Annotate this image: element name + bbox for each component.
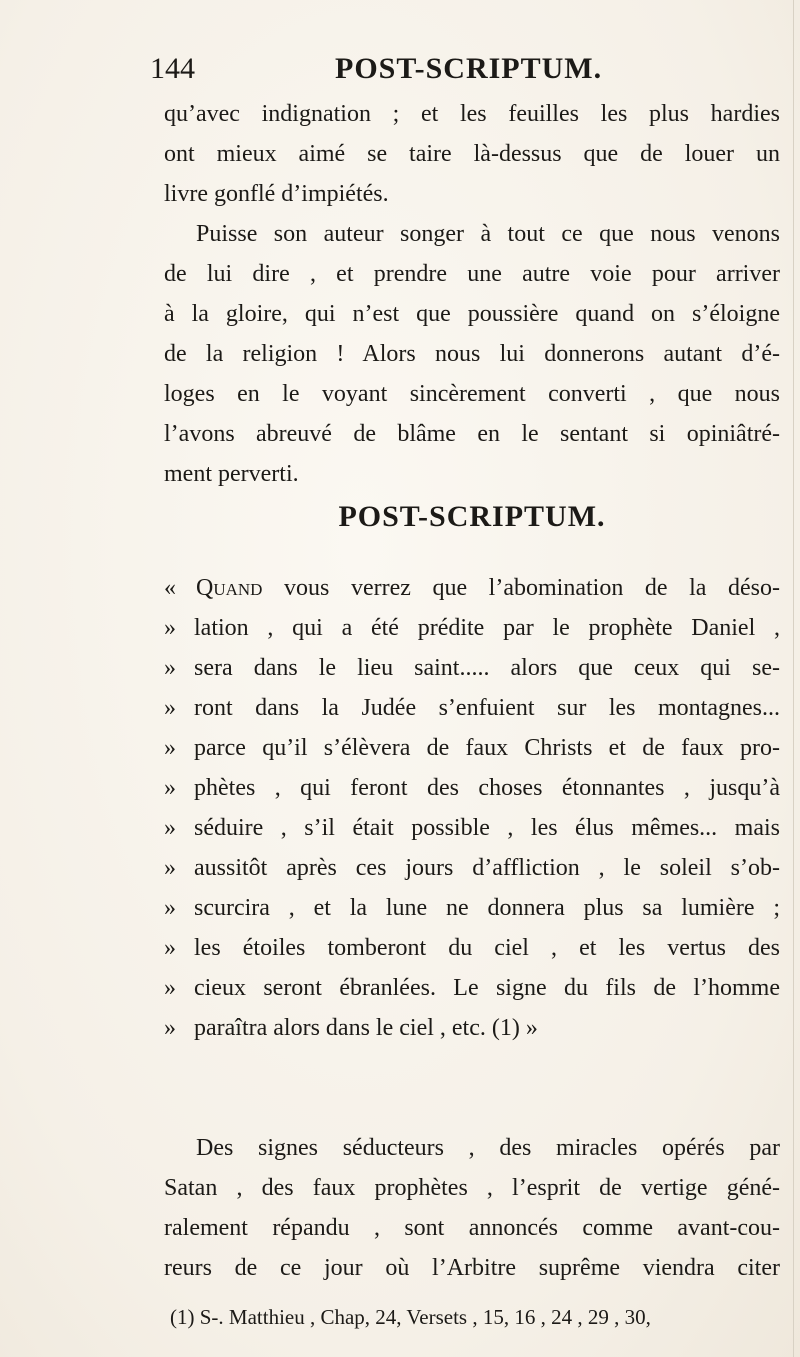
quote-line xyxy=(164,808,780,848)
quote-mark: » xyxy=(164,855,176,881)
quote-text: les étoiles tomberont du ciel , et les vertus des xyxy=(194,935,780,961)
quote-mark: » xyxy=(164,735,176,761)
text-line: Satan , des faux prophètes , l’esprit de vertige géné- xyxy=(164,1175,780,1201)
paragraph-1 xyxy=(164,94,780,214)
drop-initial: Q xyxy=(196,575,214,601)
quote-mark: « xyxy=(164,575,176,601)
small-caps-word: uand xyxy=(213,575,263,601)
quote-line xyxy=(164,888,780,928)
quote-mark: » xyxy=(164,935,176,961)
text-line: reurs de ce jour où l’Arbitre suprême viendra citer xyxy=(164,1255,780,1281)
page-edge xyxy=(793,0,794,1357)
quote-line xyxy=(164,1008,780,1048)
quote-text: aussitôt après ces jours d’affliction , le soleil s’ob- xyxy=(194,855,780,881)
text-line: ralement répandu , sont annoncés comme avant-cou- xyxy=(164,1215,780,1241)
quote-mark: » xyxy=(164,895,176,921)
quote-line xyxy=(164,968,780,1008)
quote-line xyxy=(164,568,780,608)
quote-line xyxy=(164,848,780,888)
text-line: ont mieux aimé se taire là-dessus que de louer un xyxy=(164,141,780,167)
quote-line xyxy=(164,648,780,688)
quote-line xyxy=(164,608,780,648)
paragraph-3 xyxy=(164,1128,780,1288)
quote-mark: » xyxy=(164,695,176,721)
quote-line xyxy=(164,928,780,968)
text-line: ment perverti. xyxy=(164,461,299,487)
paragraph-2 xyxy=(164,214,780,494)
text-line: à la gloire, qui n’est que poussière quand on s’éloigne xyxy=(164,301,780,327)
section-title: POST-SCRIPTUM. xyxy=(338,500,606,533)
footnote: (1) S-. Matthieu , Chap, 24, Versets , 15, 16 , 24 , 29 , 30, xyxy=(170,1305,651,1329)
text-line: loges en le voyant sincèrement converti , que nous xyxy=(164,381,780,407)
quote-text: sera dans le lieu saint..... alors que ceux qui se- xyxy=(194,655,780,681)
quote-first-line-rest: vous verrez que l’abomination de la déso- xyxy=(262,575,780,601)
quote-mark: » xyxy=(164,1015,176,1041)
text-line: de la religion ! Alors nous lui donnerons autant d’é- xyxy=(164,341,780,367)
quote-text: lation , qui a été prédite par le prophète Daniel , xyxy=(194,615,780,641)
quote-mark: » xyxy=(164,975,176,1001)
text-line: qu’avec indignation ; et les feuilles les plus hardies xyxy=(164,101,780,127)
quote-text: parce qu’il s’élèvera de faux Christs et de faux pro- xyxy=(194,735,780,761)
quote-line xyxy=(164,768,780,808)
quote-mark: » xyxy=(164,775,176,801)
page-header xyxy=(150,52,800,92)
scripture-quote xyxy=(164,568,780,1048)
quote-text: ront dans la Judée s’enfuient sur les montagnes... xyxy=(194,695,780,721)
quote-text: séduire , s’il était possible , les élus mêmes... mais xyxy=(194,815,780,841)
page-number: 144 xyxy=(150,52,195,85)
quote-text: cieux seront ébranlées. Le signe du fils de l’homme xyxy=(194,975,780,1001)
text-line: Puisse son auteur songer à tout ce que nous venons xyxy=(196,221,780,247)
quote-text xyxy=(172,568,780,608)
running-head: POST-SCRIPTUM. xyxy=(335,52,603,85)
text-line: l’avons abreuvé de blâme en le sentant si opiniâtré- xyxy=(164,421,780,447)
text-line: Des signes séducteurs , des miracles opérés par xyxy=(196,1135,780,1161)
quote-line xyxy=(164,688,780,728)
quote-mark: » xyxy=(164,615,176,641)
text-line: de lui dire , et prendre une autre voie pour arriver xyxy=(164,261,780,287)
quote-text: scurcira , et la lune ne donnera plus sa lumière ; xyxy=(194,895,780,921)
quote-mark: » xyxy=(164,815,176,841)
quote-line xyxy=(164,728,780,768)
text-line: livre gonflé d’impiétés. xyxy=(164,181,389,207)
quote-text: paraîtra alors dans le ciel , etc. (1) » xyxy=(194,1015,538,1041)
quote-text: phètes , qui feront des choses étonnantes , jusqu’à xyxy=(194,775,780,801)
quote-mark: » xyxy=(164,655,176,681)
